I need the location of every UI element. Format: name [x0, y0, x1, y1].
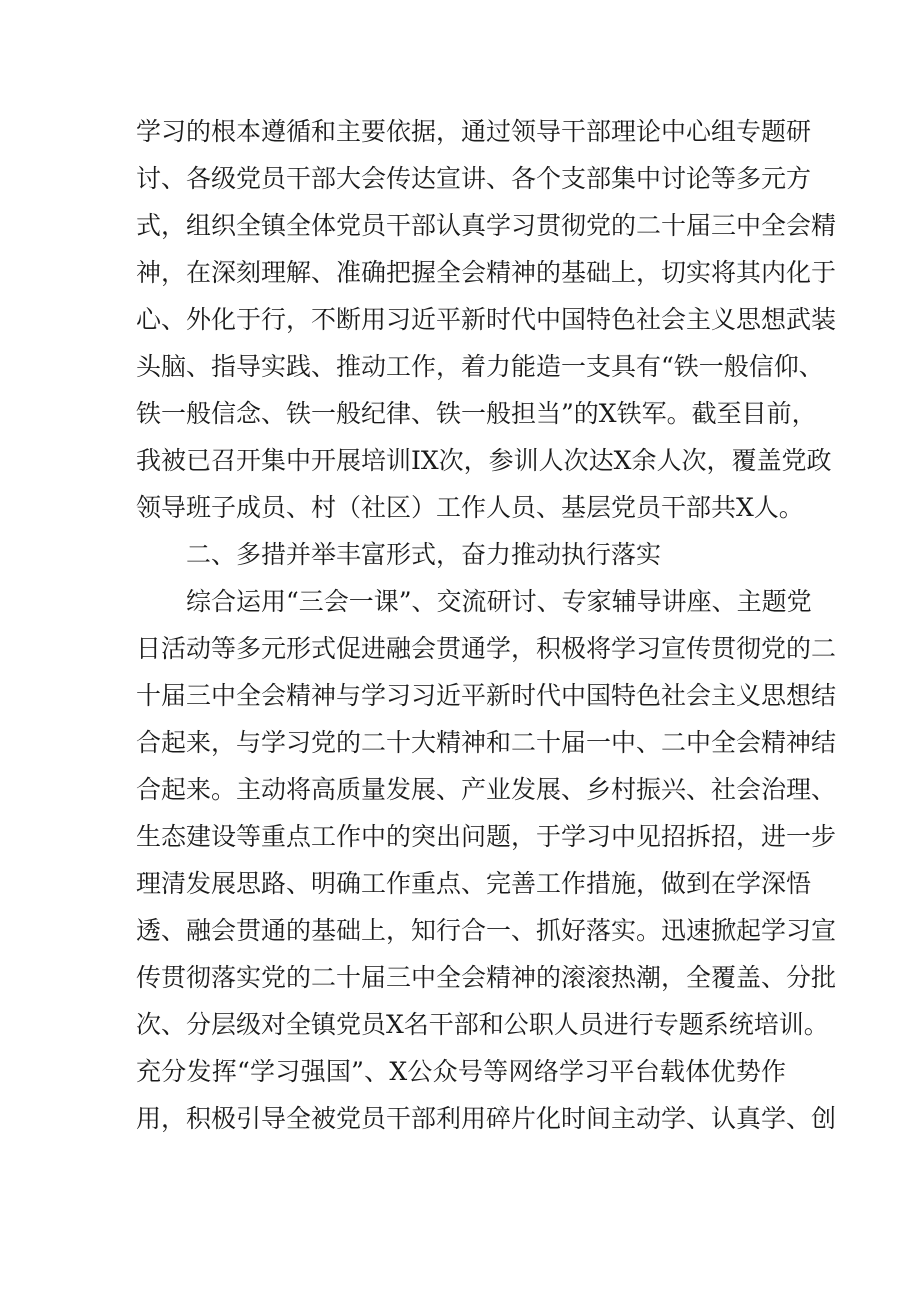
text-line: 合起来。主动将高质量发展、产业发展、乡村振兴、社会治理、 [136, 775, 837, 804]
text-line: 合起来，与学习党的二十大精神和二十届一中、二中全会精神结 [136, 728, 837, 757]
text-line: 传贯彻落实党的二十届三中全会精神的滚滚热潮，全覆盖、分批 [136, 963, 837, 992]
text-line: 讨、各级党员干部大会传达宣讲、各个支部集中讨论等多元方 [136, 164, 812, 193]
text-line: 日活动等多元形式促进融会贯通学，积极将学习宣传贯彻党的二 [136, 634, 837, 663]
text-line: 我被已召开集中开展培训IX次，参训人次达X余人次，覆盖党政 [136, 446, 832, 475]
text-line: 心、外化于行，不断用习近平新时代中国特色社会主义思想武装 [136, 305, 837, 334]
text-line: 生态建设等重点工作中的突出问题，于学习中见招拆招，进一步 [136, 822, 837, 851]
text-line: 充分发挥“学习强国”、X公众号等网络学习平台载体优势作 [136, 1057, 786, 1086]
text-line: 用，积极引导全被党员干部利用碎片化时间主动学、认真学、创 [136, 1104, 837, 1133]
text-line: 十届三中全会精神与学习习近平新时代中国特色社会主义思想结 [136, 681, 837, 710]
text-line: 透、融会贯通的基础上，知行合一、抓好落实。迅速掀起学习宣 [136, 916, 837, 945]
text-line: 铁一般信念、铁一般纪律、铁一般担当”的X铁军。截至目前， [136, 399, 817, 428]
text-line: 头脑、指导实践、推动工作，着力能造一支具有“铁一般信仰、 [136, 352, 824, 381]
text-line: 学习的根本遵循和主要依据，通过领导干部理论中心组专题研 [136, 117, 812, 146]
text-line: 综合运用“三会一课”、交流研讨、专家辅导讲座、主题党 [186, 587, 812, 616]
text-line: 理清发展思路、明确工作重点、完善工作措施，做到在学深悟 [136, 869, 812, 898]
text-line: 次、分层级对全镇党员X名干部和公职人员进行专题系统培训。 [136, 1010, 829, 1039]
section-heading: 二、多措并举丰富形式，奋力推动执行落实 [186, 540, 662, 569]
text-line: 神，在深刻理解、准确把握全会精神的基础上，切实将其内化于 [136, 258, 837, 287]
text-line: 式，组织全镇全体党员干部认真学习贯彻党的二十届三中全会精 [136, 211, 837, 240]
text-line: 领导班子成员、村（社区）工作人员、基层党员干部共X人。 [136, 493, 804, 522]
